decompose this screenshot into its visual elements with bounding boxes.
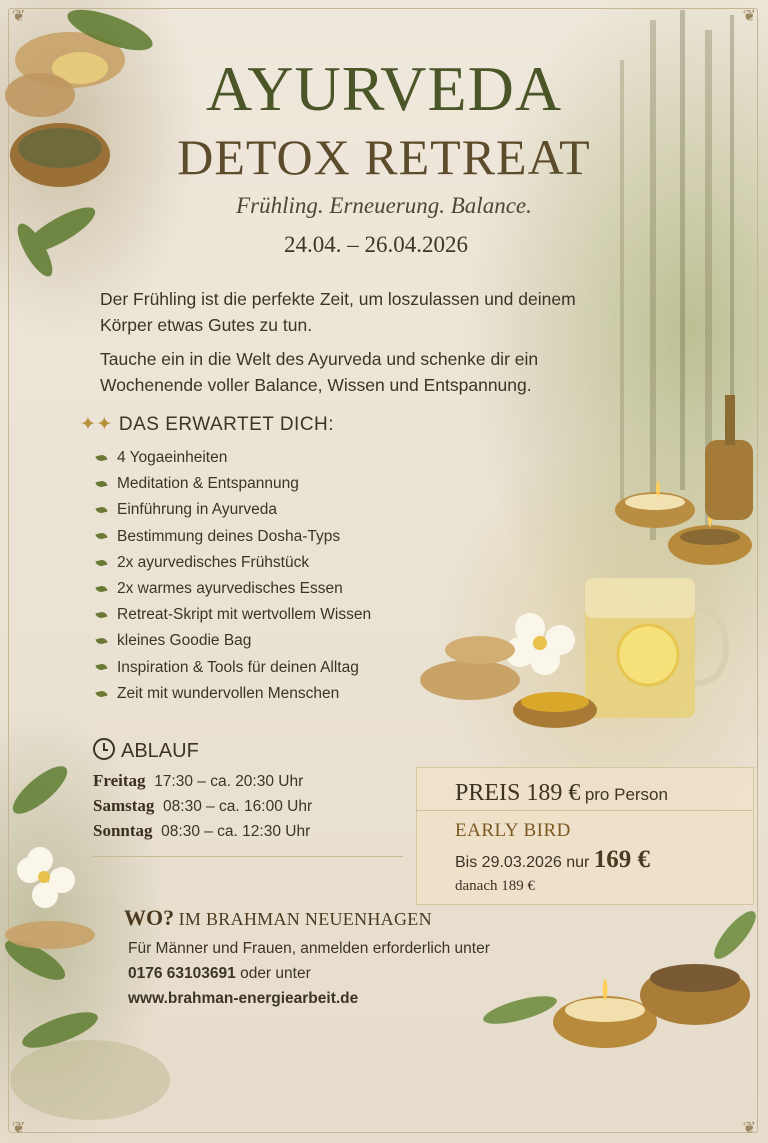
title-line-2: DETOX RETREAT	[177, 129, 591, 185]
ginger-icon	[420, 660, 520, 700]
divider	[417, 810, 753, 811]
schedule-heading	[93, 738, 199, 763]
schedule-heading-label: ABLAUF	[121, 740, 199, 762]
list-item-label: Meditation & Entspannung	[117, 475, 299, 493]
price-line	[455, 780, 668, 807]
leaf-icon	[95, 558, 107, 567]
leaf-icon	[95, 663, 107, 672]
list-item	[96, 449, 371, 475]
list-item-label: Inspiration & Tools für deinen Alltag	[117, 658, 359, 676]
sparkle-icon: ✦✦	[80, 414, 113, 435]
leaf-icon	[95, 637, 107, 646]
corner-ornament-icon: ❦	[742, 6, 756, 25]
list-item	[96, 501, 371, 527]
leaf-icon	[95, 506, 107, 515]
flower-icon	[17, 847, 75, 908]
list-item	[96, 659, 371, 685]
corner-ornament-icon: ❦	[12, 1118, 26, 1137]
intro-text	[100, 286, 620, 406]
schedule-day: Samstag	[93, 796, 155, 815]
schedule-time: 08:30 – ca. 12:30 Uhr	[161, 823, 311, 840]
list-item-label: Zeit mit wundervollen Menschen	[117, 684, 340, 702]
early-bird-label: EARLY BIRD	[455, 820, 571, 841]
list-item	[96, 475, 371, 501]
leaf-icon	[95, 585, 107, 594]
list-item	[96, 580, 371, 606]
intro-paragraph: Tauche ein in die Welt des Ayurveda und schenke dir ein Wochenende voller Balance, Wissen und Entspannung.	[100, 349, 539, 395]
after-price: danach 189 €	[455, 878, 535, 894]
leaf-icon	[95, 532, 107, 541]
list-item	[96, 528, 371, 554]
schedule-row	[93, 796, 312, 821]
phone-line	[128, 965, 490, 990]
contact-info	[128, 940, 490, 1015]
expect-heading-label: DAS ERWARTET DICH:	[118, 414, 335, 435]
leaf-icon	[95, 689, 107, 698]
clock-icon	[93, 738, 115, 760]
early-bird-price	[455, 846, 650, 874]
registration-note: Für Männer und Frauen, anmelden erforderlich unter	[128, 940, 490, 957]
schedule-time: 17:30 – ca. 20:30 Uhr	[154, 773, 304, 790]
list-item-label: Bestimmung deines Dosha-Typs	[117, 527, 341, 545]
flower-icon	[505, 613, 575, 675]
schedule-day: Sonntag	[93, 821, 153, 840]
list-item-label: 4 Yogaeinheiten	[117, 449, 228, 466]
expect-list	[96, 449, 371, 711]
schedule-list	[93, 771, 312, 846]
price-label: PREIS 189 €	[455, 780, 581, 806]
list-item-label: Retreat-Skript mit wertvollem Wissen	[117, 606, 372, 624]
list-item	[96, 632, 371, 658]
schedule-row	[93, 771, 312, 796]
event-dates: 24.04. – 26.04.2026	[284, 232, 468, 257]
location-question: WO?	[124, 905, 175, 930]
website-link[interactable]: www.brahman-energiearbeit.de	[128, 990, 359, 1007]
schedule-row	[93, 821, 312, 846]
list-item-label: kleines Goodie Bag	[117, 632, 252, 650]
list-item-label: 2x ayurvedisches Frühstück	[117, 553, 310, 571]
corner-ornament-icon: ❦	[742, 1118, 756, 1137]
subtitle: Frühling. Erneuerung. Balance.	[236, 193, 532, 218]
list-item	[96, 554, 371, 580]
leaf-icon	[95, 480, 107, 489]
location-heading	[124, 905, 432, 931]
list-item	[96, 606, 371, 632]
title-line-1: AYURVEDA	[205, 53, 563, 124]
schedule-day: Freitag	[93, 771, 146, 790]
schedule-time: 08:30 – ca. 16:00 Uhr	[163, 798, 313, 815]
intro-paragraph: Der Frühling ist die perfekte Zeit, um loszulassen und deinem Körper etwas Gutes zu tun.	[100, 289, 576, 335]
early-bird-text: Bis 29.03.2026 nur	[455, 854, 590, 871]
list-item	[96, 685, 371, 711]
brass-pot-icon	[705, 440, 753, 520]
expect-heading	[80, 413, 334, 436]
price-per: pro Person	[584, 785, 668, 804]
phone-suffix: oder unter	[235, 965, 311, 982]
location-place: IM BRAHMAN NEUENHAGEN	[178, 909, 432, 929]
early-bird-amount: 169 €	[593, 846, 651, 873]
leaf-icon	[95, 611, 107, 620]
price-box	[416, 767, 754, 905]
tea-glass-icon	[585, 578, 726, 718]
phone-number[interactable]: 0176 63103691	[128, 965, 236, 982]
list-item-label: 2x warmes ayurvedisches Essen	[117, 579, 343, 597]
corner-ornament-icon: ❦	[12, 6, 26, 25]
divider	[93, 856, 403, 857]
leaf-icon	[95, 454, 107, 463]
list-item-label: Einführung in Ayurveda	[117, 501, 277, 519]
